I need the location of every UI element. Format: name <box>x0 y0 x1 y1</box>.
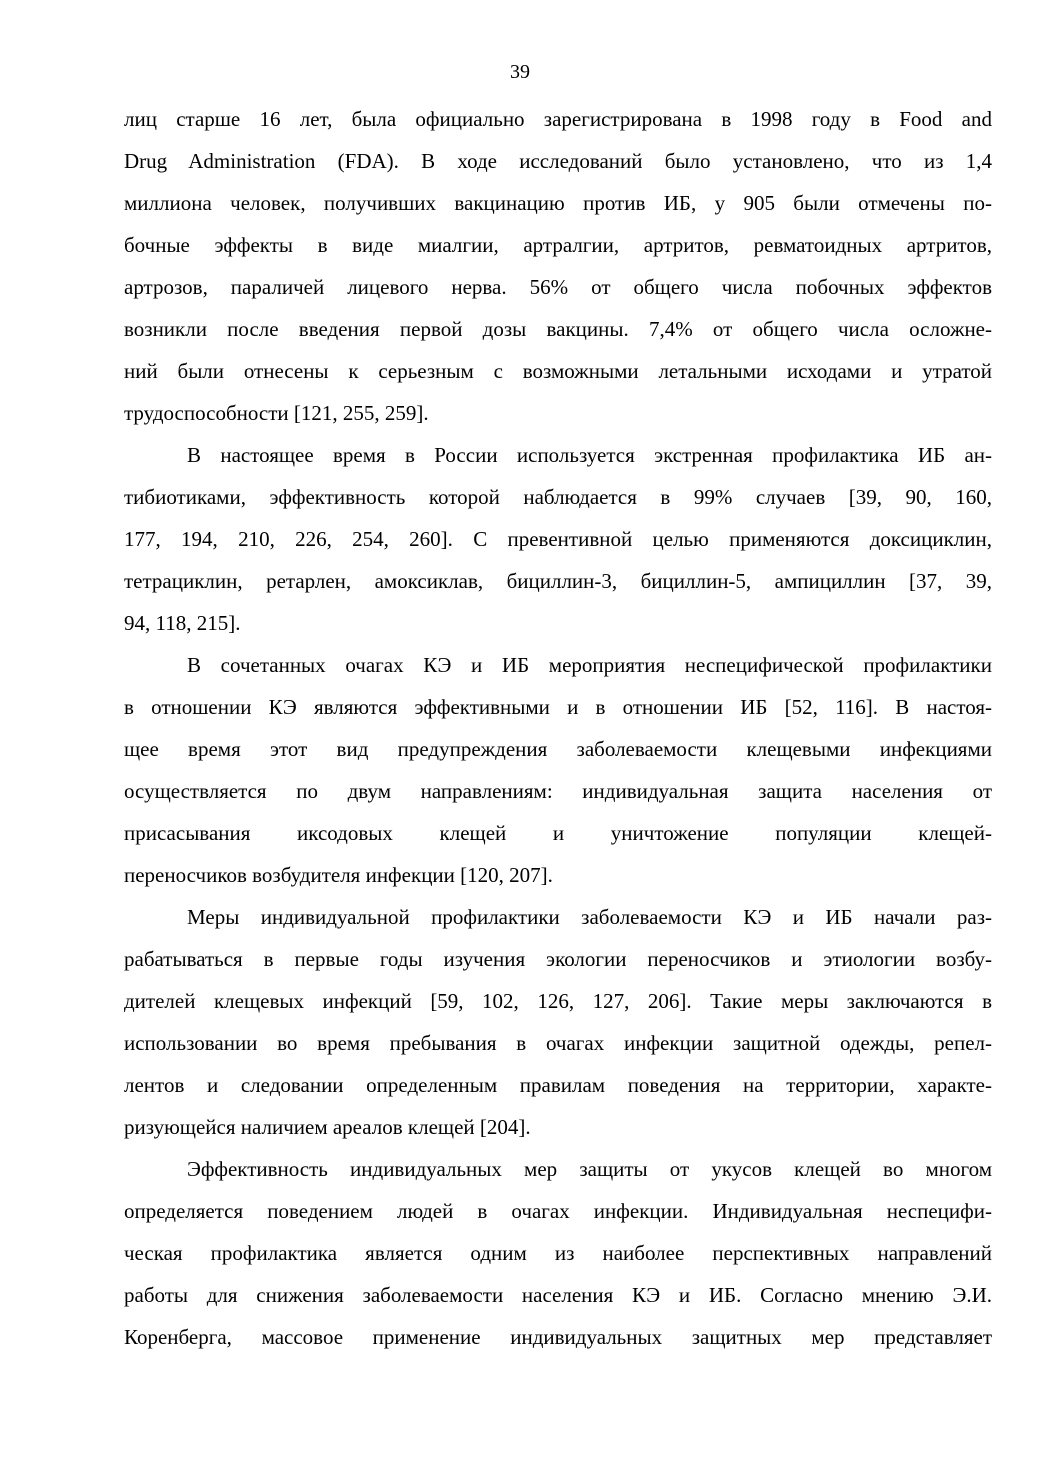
text-line: В сочетанных очагах КЭ и ИБ мероприятия неспецифической профилактики <box>187 653 992 677</box>
text-line: дителей клещевых инфекций [59, 102, 126, 127, 206]. Такие меры заключаются в <box>124 989 992 1013</box>
text-line: возникли после введения первой дозы вакцины. 7,4% от общего числа осложне- <box>124 317 992 341</box>
text-line: в отношении КЭ являются эффективными и в отношении ИБ [52, 116]. В настоя- <box>124 695 992 719</box>
text-line: лентов и следовании определенным правилам поведения на территории, характе- <box>124 1073 992 1097</box>
text-line: определяется поведением людей в очагах инфекции. Индивидуальная неспецифи- <box>124 1199 992 1223</box>
text-line: ческая профилактика является одним из наиболее перспективных направлений <box>124 1241 992 1265</box>
text-line: ризующейся наличием ареалов клещей [204]. <box>124 1115 531 1139</box>
text-line: миллиона человек, получивших вакцинацию против ИБ, у 905 были отмечены по- <box>124 191 992 215</box>
text-line: щее время этот вид предупреждения заболеваемости клещевыми инфекциями <box>124 737 992 761</box>
text-line: осуществляется по двум направлениям: индивидуальная защита населения от <box>124 779 992 803</box>
text-line: работы для снижения заболеваемости населения КЭ и ИБ. Согласно мнению Э.И. <box>124 1283 992 1307</box>
text-line: Коренберга, массовое применение индивидуальных защитных мер представляет <box>124 1325 992 1349</box>
text-line: артрозов, параличей лицевого нерва. 56% от общего числа побочных эффектов <box>124 275 992 299</box>
text-line: Меры индивидуальной профилактики заболеваемости КЭ и ИБ начали раз- <box>187 905 992 929</box>
text-line: тетрациклин, ретарлен, амоксиклав, бициллин-3, бициллин-5, ампициллин [37, 39, <box>124 569 992 593</box>
text-line: трудоспособности [121, 255, 259]. <box>124 401 429 425</box>
body-text <box>124 98 992 1358</box>
text-line: 177, 194, 210, 226, 254, 260]. С превентивной целью применяются доксициклин, <box>124 527 992 551</box>
text-line: переносчиков возбудителя инфекции [120, 207]. <box>124 863 553 887</box>
page-number: 39 <box>510 61 530 83</box>
text-line: 94, 118, 215]. <box>124 611 241 635</box>
text-line: бочные эффекты в виде миалгии, артралгии, артритов, ревматоидных артритов, <box>124 233 992 257</box>
text-line: Эффективность индивидуальных мер защиты от укусов клещей во многом <box>187 1157 992 1181</box>
text-line: лиц старше 16 лет, была официально зарегистрирована в 1998 году в Food and <box>124 107 992 131</box>
text-line: рабатываться в первые годы изучения экологии переносчиков и этиологии возбу- <box>124 947 992 971</box>
text-line: В настоящее время в России используется экстренная профилактика ИБ ан- <box>187 443 992 467</box>
text-line: присасывания иксодовых клещей и уничтожение популяции клещей- <box>124 821 992 845</box>
text-line: использовании во время пребывания в очагах инфекции защитной одежды, репел- <box>124 1031 992 1055</box>
text-line: ний были отнесены к серьезным с возможными летальными исходами и утратой <box>124 359 992 383</box>
text-line: Drug Administration (FDA). В ходе исследований было установлено, что из 1,4 <box>124 149 992 173</box>
text-line: тибиотиками, эффективность которой наблюдается в 99% случаев [39, 90, 160, <box>124 485 992 509</box>
